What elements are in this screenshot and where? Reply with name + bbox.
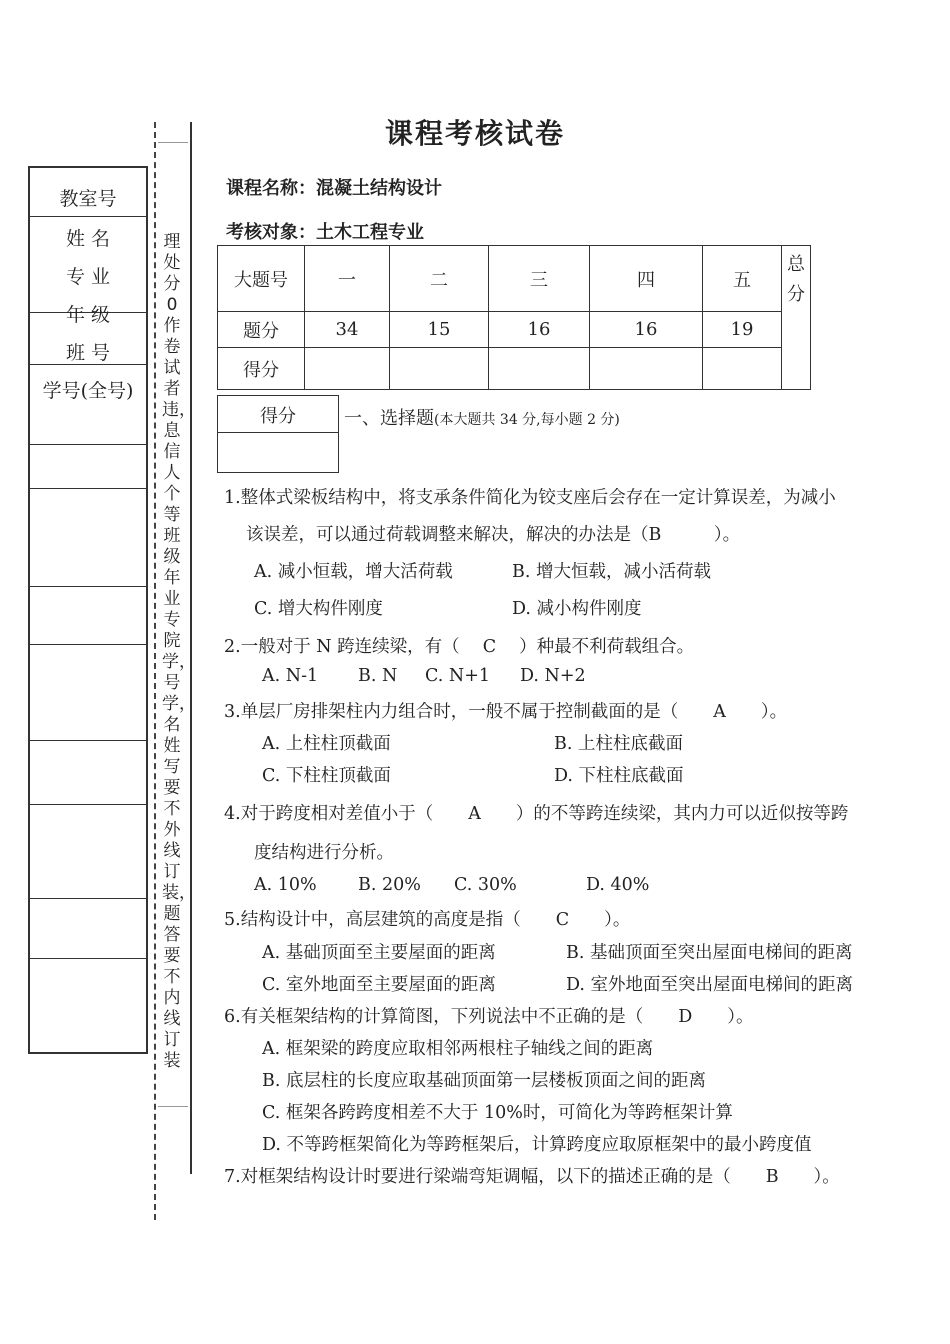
score-table: [217, 245, 811, 390]
question-5-option-b: B. 基础顶面至突出屋面电梯间的距离: [566, 943, 853, 963]
class-label: 班 号: [65, 342, 111, 364]
question-5-option-a: A. 基础顶面至主要屋面的距离: [262, 943, 496, 963]
question-1-line1: 1.整体式梁板结构中，将支承条件简化为铰支座后会存在一定计算误差，为减小: [224, 488, 836, 508]
grade-label: 年 级: [65, 304, 111, 326]
question-4-option-d: D. 40%: [586, 875, 650, 895]
question-3-option-d: D. 下柱柱底截面: [554, 766, 684, 786]
binding-solid-line: [190, 122, 192, 1174]
question-1-option-d: D. 减小构件刚度: [512, 599, 642, 619]
exam-target-line: [226, 218, 424, 244]
page-title: 课程考核试卷: [384, 117, 565, 150]
binding-dashed-line: [154, 122, 156, 1220]
score-input-cell[interactable]: [489, 348, 590, 390]
score-input-cell[interactable]: [305, 348, 390, 390]
section-header-cell: 三: [489, 246, 590, 312]
question-2-option-c: C. N+1: [425, 666, 491, 686]
question-1-option-c: C. 增大构件刚度: [254, 599, 383, 619]
question-3-option-b: B. 上柱柱底截面: [554, 734, 683, 754]
divider: [30, 958, 146, 959]
section-score-label: 得分: [260, 406, 296, 427]
classroom-label: 教室号: [59, 188, 117, 210]
question-5-option-d: D. 室外地面至突出屋面电梯间的距离: [566, 975, 854, 995]
exam-target-value: 土木工程专业: [316, 222, 424, 243]
question-5-option-c: C. 室外地面至主要屋面的距离: [262, 975, 496, 995]
question-2-option-d: D. N+2: [520, 666, 586, 686]
question-4-option-b: B. 20%: [358, 875, 421, 895]
question-6-option-a: A. 框架梁的跨度应取相邻两根柱子轴线之间的距离: [262, 1039, 654, 1059]
question-7: 7.对框架结构设计时要进行梁端弯矩调幅，以下的描述正确的是（ B ）。: [224, 1167, 840, 1187]
question-4-line1: 4.对于跨度相对差值小于（ A ）的不等跨连续梁，其内力可以近似按等跨: [224, 804, 849, 824]
question-1-option-b: B. 增大恒载，减小活荷载: [512, 562, 711, 582]
divider: [30, 444, 146, 445]
points-cell: 15: [390, 312, 489, 348]
question-2-option-b: B. N: [358, 666, 398, 686]
divider: [30, 364, 146, 365]
score-input-cell[interactable]: [703, 348, 782, 390]
section-score-box: [217, 395, 339, 473]
section-heading: [344, 404, 620, 430]
question-6-option-b: B. 底层柱的长度应取基础顶面第一层楼板顶面之间的距离: [262, 1071, 706, 1091]
points-cell: 19: [703, 312, 782, 348]
points-label-cell: 题分: [218, 312, 305, 348]
row-header-cell: 大题号: [218, 246, 305, 312]
score-input-cell[interactable]: [390, 348, 489, 390]
binding-tick: [158, 1106, 188, 1107]
question-6-option-c: C. 框架各跨跨度相差不大于 10%时，可简化为等跨框架计算: [262, 1103, 733, 1123]
course-name-value: 混凝土结构设计: [316, 178, 442, 199]
total-cell: [782, 246, 811, 390]
total-label: 总分: [787, 254, 805, 305]
question-4-option-c: C. 30%: [454, 875, 517, 895]
question-6: 6.有关框架结构的计算简图，下列说法中不正确的是（ D ）。: [224, 1007, 754, 1027]
divider: [30, 216, 146, 217]
score-input-cell[interactable]: [590, 348, 703, 390]
divider: [30, 644, 146, 645]
section-header-cell: 四: [590, 246, 703, 312]
divider: [218, 432, 338, 433]
score-label-cell: 得分: [218, 348, 305, 390]
question-5: 5.结构设计中，高层建筑的高度是指（ C ）。: [224, 910, 631, 930]
question-2: 2.一般对于 N 跨连续梁，有（ C ）种最不利荷载组合。: [224, 637, 695, 657]
course-name-line: [226, 174, 442, 200]
section-header-cell: 五: [703, 246, 782, 312]
section-note: (本大题共 34 分,每小题 2 分): [434, 412, 620, 428]
section-header-cell: 二: [390, 246, 489, 312]
section-title: 一、选择题: [344, 408, 434, 429]
question-1-option-a: A. 减小恒载，增大活荷载: [254, 562, 453, 582]
course-name-label: 课程名称：: [226, 178, 316, 199]
divider: [30, 586, 146, 587]
student-id-label: 学号(全号): [42, 380, 134, 402]
question-1-line2: 该误差，可以通过荷载调整来解决，解决的办法是（B ）。: [246, 525, 741, 545]
question-4-option-a: A. 10%: [254, 875, 317, 895]
points-cell: 34: [305, 312, 390, 348]
divider: [30, 740, 146, 741]
question-4-line2: 度结构进行分析。: [254, 843, 394, 863]
question-3-option-c: C. 下柱柱顶截面: [262, 766, 391, 786]
student-info-box: [28, 166, 148, 1054]
divider: [30, 488, 146, 489]
name-label: 姓 名: [65, 228, 111, 250]
divider: [30, 804, 146, 805]
question-3: 3.单层厂房排架柱内力组合时，一般不属于控制截面的是（ A ）。: [224, 702, 788, 722]
section-header-cell: 一: [305, 246, 390, 312]
divider: [30, 898, 146, 899]
binding-notice: 理处分0作卷试者违，息信人个等班级年业专院学，号学，名姓写要不外线订装，题答要不内线订装: [162, 232, 196, 1071]
question-3-option-a: A. 上柱柱顶截面: [262, 734, 391, 754]
question-6-option-d: D. 不等跨框架简化为等跨框架后，计算跨度应取原框架中的最小跨度值: [262, 1135, 812, 1155]
points-cell: 16: [590, 312, 703, 348]
points-cell: 16: [489, 312, 590, 348]
exam-target-label: 考核对象：: [226, 222, 316, 243]
question-2-option-a: A. N-1: [262, 666, 319, 686]
major-label: 专 业: [65, 266, 111, 288]
